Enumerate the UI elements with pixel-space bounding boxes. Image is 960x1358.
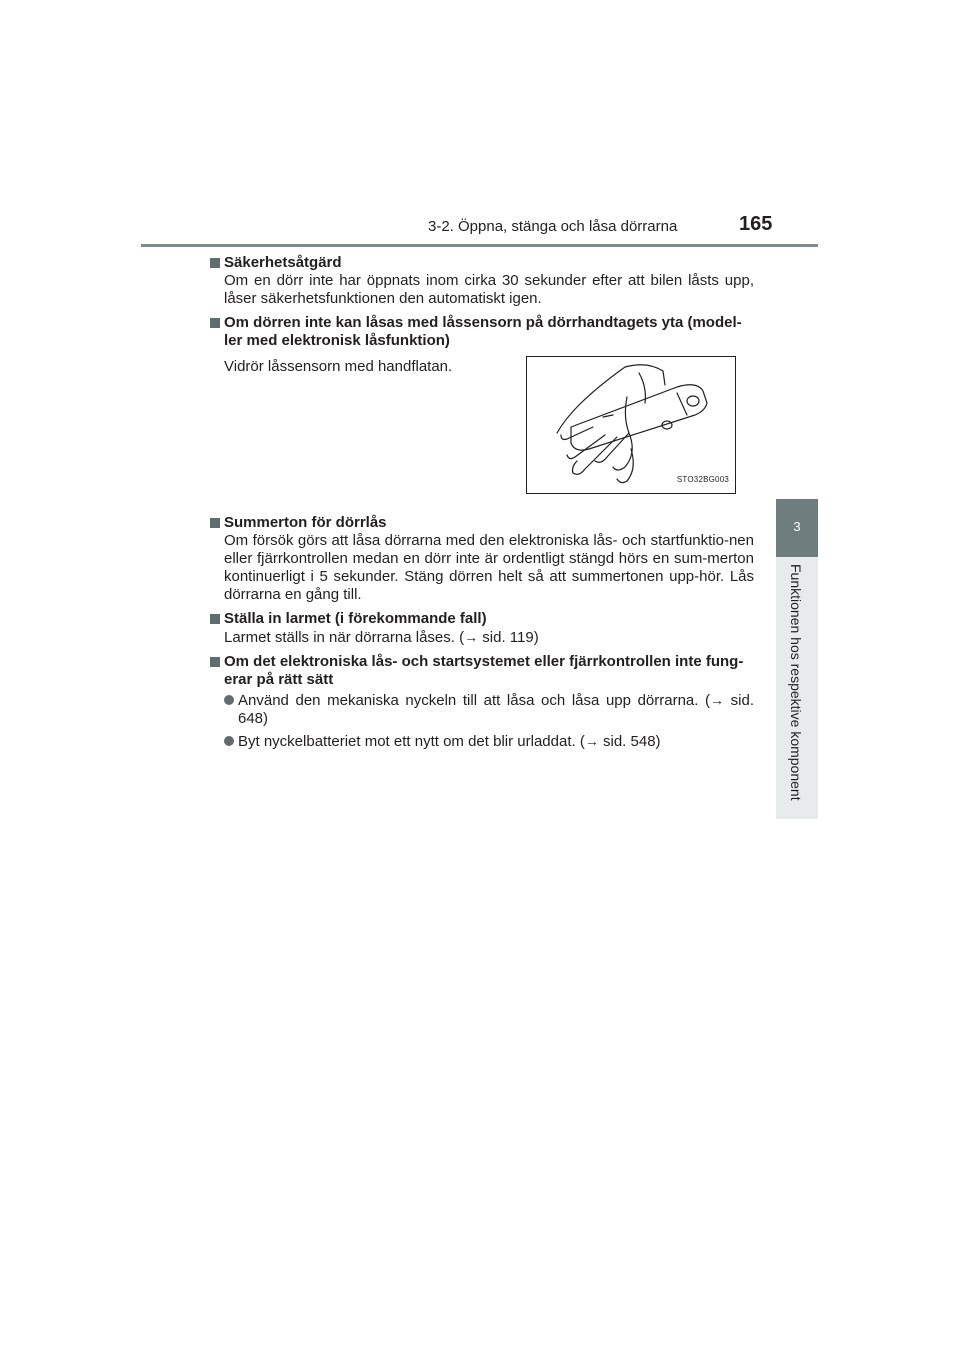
section-body: Vidrör låssensorn med handflatan. bbox=[224, 358, 453, 375]
round-bullet-icon bbox=[224, 695, 234, 705]
header-title: 3-2. Öppna, stänga och låsa dörrarna bbox=[428, 218, 678, 235]
square-bullet-icon bbox=[210, 318, 220, 328]
square-bullet-icon bbox=[210, 614, 220, 624]
section-body: Larmet ställs in när dörrarna låses. (→ sid. 119) bbox=[224, 629, 539, 646]
page-number: 165 bbox=[739, 213, 773, 235]
list-item: Byt nyckelbatteriet mot ett nytt om det blir urladdat. (→ sid. 548) bbox=[210, 732, 754, 751]
square-bullet-icon bbox=[210, 518, 220, 528]
section-heading: Om dörren inte kan låsas med låssensorn på dörrhandtagets yta (model-ler med elektronisk låsfunktion) bbox=[224, 314, 742, 349]
figure-code: STO32BG003 bbox=[676, 475, 729, 484]
page-content bbox=[210, 254, 754, 757]
section-body: Om en dörr inte har öppnats inom cirka 30 sekunder efter att bilen låsts upp, låser säkerhetsfunktionen den automatiskt igen. bbox=[224, 272, 754, 307]
arrow-icon: → bbox=[584, 733, 599, 749]
chapter-tab-label: Funktionen hos respektive komponent bbox=[788, 564, 804, 801]
section-safety bbox=[210, 254, 754, 308]
section-alarm bbox=[210, 610, 754, 647]
round-bullet-icon bbox=[224, 736, 234, 746]
header-rule bbox=[141, 244, 818, 247]
section-heading: Ställa in larmet (i förekommande fall) bbox=[224, 610, 487, 627]
section-body: Om försök görs att låsa dörrarna med den elektroniska lås- och startfunktio-nen eller fjärrkontrollen medan en dörr inte är ordentligt stängd hörs en sum-merton kontinuerligt i 5 sekunder. Stäng dörren helt så att summertonen upp-hör. Lås dörrarna en gång till. bbox=[224, 532, 754, 603]
section-buzzer bbox=[210, 514, 754, 604]
chapter-tab-number: 3 bbox=[793, 519, 801, 534]
section-heading: Summerton för dörrlås bbox=[224, 514, 387, 531]
door-handle-figure bbox=[526, 356, 736, 494]
section-heading: Säkerhetsåtgärd bbox=[224, 254, 342, 271]
arrow-icon: → bbox=[710, 692, 725, 708]
list-item: Använd den mekaniska nyckeln till att låsa och låsa upp dörrarna. (→ sid. 648) bbox=[210, 691, 754, 728]
square-bullet-icon bbox=[210, 258, 220, 268]
arrow-icon: → bbox=[464, 629, 479, 645]
section-lock-sensor bbox=[210, 314, 754, 504]
square-bullet-icon bbox=[210, 657, 220, 667]
section-heading: Om det elektroniska lås- och startsystemet eller fjärrkontrollen inte fung-erar på rätt sätt bbox=[224, 653, 744, 688]
chapter-tab bbox=[776, 499, 818, 557]
section-malfunction bbox=[210, 653, 754, 751]
